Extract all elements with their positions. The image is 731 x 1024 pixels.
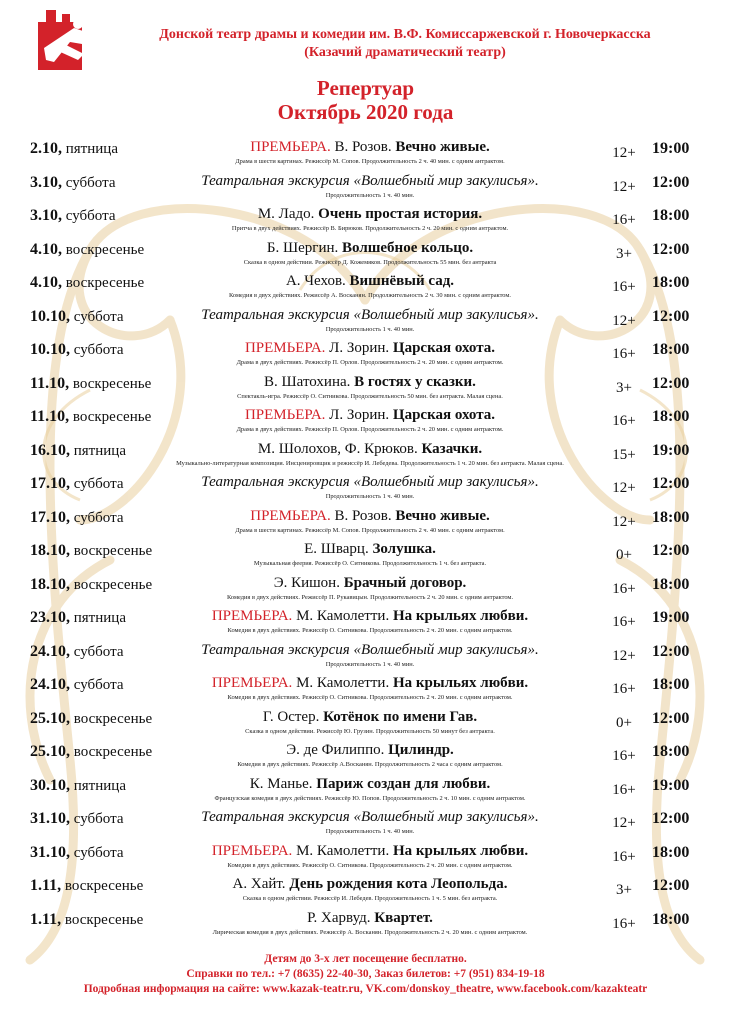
show-time: 12:00	[652, 240, 690, 258]
schedule-row	[0, 842, 731, 876]
show-title-text	[258, 206, 482, 223]
excursion-title: Театральная экскурсия «Волшебный мир закулисья».	[201, 809, 539, 825]
schedule-row	[0, 540, 731, 574]
premiere-label: ПРЕМЬЕРА.	[250, 507, 331, 524]
show-details-text: Спектакль-игра. Режиссёр О. Ситникова. Продолжительность 50 мин. без антракта. Малая сцена.	[237, 392, 503, 400]
schedule-row	[0, 875, 731, 909]
page-title: Репертуар	[316, 76, 415, 100]
schedule-row	[0, 172, 731, 206]
show-date	[30, 777, 126, 795]
play-author: Р. Харвуд.	[307, 909, 371, 926]
play-author: М. Ладо.	[257, 206, 315, 222]
weekday: суббота	[73, 811, 124, 827]
show-title-text	[201, 809, 538, 826]
play-author: В. Розов.	[334, 139, 392, 155]
premiere-label: ПРЕМЬЕРА.	[244, 340, 326, 356]
show-date	[30, 341, 123, 359]
show-time: 18:00	[652, 274, 690, 291]
show-time: 18:00	[652, 408, 690, 425]
show-details-text: Драма в шести картинах. Режиссёр М. Сопов. Продолжительность 2 ч. 40 мин. с одним антрактом.	[235, 526, 505, 534]
show-title-text	[212, 843, 528, 860]
weekday: суббота	[73, 342, 124, 358]
show-details-text: Музыкальная феерия. Режиссёр О. Ситникова. Продолжительность 1 ч. без антракта.	[253, 560, 487, 567]
premiere-label: ПРЕМЬЕРА.	[211, 675, 293, 691]
play-title: Париж создан для любви.	[316, 775, 491, 792]
show-date	[30, 140, 118, 158]
show-title-text	[245, 407, 495, 424]
show-details-text: Музыкально-литературная композиция. Инсценировщик и режиссёр И. Лебедева. Продолжительность 1 ч. 20 мин. без антракта. Малая сцена.	[176, 459, 564, 467]
weekday: пятница	[73, 442, 126, 459]
play-title: В гостях у сказки.	[354, 373, 476, 390]
show-date	[30, 576, 152, 594]
show-details-text: Комедия в двух действиях. Режиссёр П. Рукавицын. Продолжительность 2 ч. 20 мин. с одним антрактом.	[226, 593, 514, 601]
age-rating: 0+	[616, 547, 632, 563]
show-details-text: Комедия в двух действиях. Режиссёр О. Ситникова. Продолжительность 2 ч. 20 мин. с одним антрактом.	[227, 627, 513, 634]
show-date	[30, 911, 143, 929]
play-title: Брачный договор.	[343, 574, 467, 591]
play-author: М. Камолетти.	[296, 842, 390, 859]
weekday: суббота	[73, 308, 124, 325]
show-time: 18:00	[652, 207, 690, 224]
show-details-text: Комедия в двух действиях. Режиссёр А.Восканян. Продолжительность 2 часа с одним антрактом.	[237, 761, 503, 768]
schedule-row	[0, 306, 731, 340]
show-time: 18:00	[652, 341, 690, 358]
show-title-text	[286, 742, 454, 759]
date-value: 24.10,	[30, 676, 70, 693]
footer-phones: Справки по тел.: +7 (8635) 22-40-30, Заказ билетов: +7 (951) 834-19-18	[186, 968, 545, 980]
footer-links: Подробная информация на сайте: www.kazak-teatr.ru, VK.com/donskoy_theatre, www.facebook.com/kazakteatr	[83, 983, 648, 995]
age-rating: 16+	[612, 748, 636, 764]
play-author: А. Чехов.	[285, 273, 346, 289]
weekday: суббота	[65, 208, 116, 224]
show-time: 18:00	[652, 743, 690, 760]
show-date	[30, 877, 143, 895]
excursion-title: Театральная экскурсия «Волшебный мир закулисья».	[201, 172, 539, 189]
play-author: Б. Шергин.	[266, 239, 339, 256]
schedule-row	[0, 373, 731, 407]
date-value: 1.11,	[30, 877, 62, 894]
play-title: Вечно живые.	[395, 507, 490, 524]
show-title-text	[250, 139, 490, 156]
date-value: 18.10,	[30, 542, 70, 559]
show-time: 12:00	[652, 173, 690, 191]
weekday: пятница	[73, 610, 126, 626]
schedule-row	[0, 239, 731, 273]
show-title-text	[307, 910, 433, 927]
show-title-text	[263, 709, 477, 726]
weekday: пятница	[65, 141, 118, 157]
age-rating: 12+	[612, 480, 636, 496]
show-date	[30, 810, 123, 828]
show-time: 12:00	[652, 709, 690, 727]
schedule-row	[0, 272, 731, 306]
weekday: суббота	[73, 844, 124, 861]
date-value: 25.10,	[30, 709, 70, 727]
show-time: 12:00	[652, 810, 690, 827]
schedule-row	[0, 708, 731, 742]
footer-free-entry: Детям до 3-х лет посещение бесплатно.	[264, 953, 467, 965]
show-date	[30, 676, 123, 694]
play-author: Э. Кишон.	[273, 574, 340, 591]
date-value: 3.10,	[30, 207, 62, 224]
weekday: воскресенье	[64, 878, 144, 894]
play-title: Царская охота.	[392, 340, 496, 356]
age-rating: 12+	[612, 647, 636, 664]
age-rating: 16+	[612, 915, 636, 932]
weekday: суббота	[73, 476, 124, 492]
play-title: На крыльях любви.	[392, 608, 529, 624]
show-details-text: Сказка в одном действии. Режиссёр Ю. Грузин. Продолжительность 50 минут без антракта.	[245, 727, 495, 735]
schedule-list	[0, 138, 731, 942]
show-details-text: Драма в шести картинах. Режиссёр М. Сопов. Продолжительность 2 ч. 40 мин. с одним антрактом.	[235, 158, 505, 165]
show-time: 12:00	[652, 877, 690, 894]
age-rating: 12+	[612, 178, 636, 195]
weekday: воскресенье	[73, 744, 153, 760]
show-time: 19:00	[652, 140, 690, 157]
weekday: воскресенье	[65, 241, 145, 258]
age-rating: 15+	[612, 446, 636, 463]
date-value: 18.10,	[30, 575, 70, 593]
play-title: Вечно живые.	[395, 139, 490, 155]
show-date	[30, 207, 115, 225]
show-title-text	[212, 608, 528, 625]
show-time: 19:00	[652, 776, 690, 794]
show-details-text: Драма в двух действиях. Режиссёр П. Орлов. Продолжительность 2 ч. 20 мин. с одним антрактом.	[236, 426, 504, 433]
show-date	[30, 475, 123, 493]
show-date	[30, 442, 126, 460]
show-time: 12:00	[652, 642, 690, 660]
age-rating: 16+	[612, 212, 636, 228]
show-details-text: Продолжительность 1 ч. 40 мин.	[325, 493, 415, 500]
play-title: Волшебное кольцо.	[342, 239, 474, 256]
play-author: М. Камолетти.	[296, 675, 390, 691]
date-value: 17.10,	[30, 508, 70, 526]
age-rating: 16+	[612, 413, 636, 429]
play-author: Л. Зорин.	[329, 407, 390, 423]
weekday: воскресенье	[72, 409, 152, 425]
show-date	[30, 241, 144, 259]
weekday: пятница	[73, 777, 126, 794]
show-title-text	[267, 240, 473, 257]
play-title: Котёнок по имени Гав.	[323, 708, 478, 725]
date-value: 30.10,	[30, 776, 70, 794]
schedule-row	[0, 406, 731, 440]
age-rating: 3+	[616, 882, 632, 898]
show-title-text	[233, 876, 508, 893]
play-title: На крыльях любви.	[392, 842, 529, 859]
age-rating: 16+	[612, 614, 636, 630]
show-date	[30, 743, 152, 761]
show-date	[30, 375, 151, 393]
show-title-text	[201, 173, 538, 190]
play-author: М. Камолетти.	[296, 608, 390, 624]
show-date	[30, 274, 144, 292]
excursion-title: Театральная экскурсия «Волшебный мир закулисья».	[201, 306, 539, 323]
weekday: суббота	[65, 174, 116, 191]
date-value: 17.10,	[30, 475, 70, 492]
show-details-text: Продолжительность 1 ч. 40 мин.	[325, 828, 415, 835]
play-author: А. Хайт.	[232, 876, 286, 892]
weekday: воскресенье	[73, 576, 153, 593]
age-rating: 16+	[612, 346, 636, 362]
schedule-row	[0, 440, 731, 474]
date-value: 25.10,	[30, 743, 70, 760]
show-title-text	[245, 340, 495, 357]
schedule-row	[0, 574, 731, 608]
show-time: 18:00	[652, 676, 690, 693]
date-value: 31.10,	[30, 843, 70, 861]
show-time: 19:00	[652, 609, 690, 626]
show-details-text: Сказка в одном действии. Режиссёр Д. Кожемяков. Продолжительность 55 мин. без антракта	[243, 258, 497, 266]
date-value: 23.10,	[30, 609, 70, 626]
weekday: суббота	[73, 677, 124, 693]
age-rating: 0+	[616, 714, 632, 731]
theatre-logo-icon	[34, 8, 102, 76]
schedule-row	[0, 607, 731, 641]
play-title: Цилиндр.	[388, 742, 454, 758]
date-value: 31.10,	[30, 810, 70, 827]
premiere-label: ПРЕМЬЕРА.	[211, 608, 293, 624]
play-title: Золушка.	[372, 541, 436, 557]
show-date	[30, 643, 123, 661]
show-title-text	[258, 441, 482, 458]
show-details-text: Драма в двух действиях. Режиссёр П. Орлов. Продолжительность 2 ч. 20 мин. с одним антрактом.	[236, 359, 504, 366]
weekday: воскресенье	[73, 710, 153, 727]
play-title: Царская охота.	[392, 407, 496, 423]
age-rating: 16+	[612, 279, 636, 295]
schedule-row	[0, 507, 731, 541]
schedule-row	[0, 808, 731, 842]
date-value: 10.10,	[30, 341, 70, 358]
page-footer	[0, 952, 731, 997]
page-header	[0, 0, 731, 130]
show-details-text: Лирическая комедия в двух действиях. Режиссёр А. Восканян. Продолжительность 2 ч. 20 мин. с одним антрактом.	[212, 928, 528, 936]
show-title-text	[250, 508, 490, 525]
show-date	[30, 710, 152, 728]
page-month: Октябрь 2020 года	[277, 100, 454, 124]
show-date	[30, 408, 151, 426]
weekday: воскресенье	[73, 543, 153, 559]
play-author: Л. Зорин.	[329, 340, 390, 356]
age-rating: 12+	[612, 145, 636, 161]
schedule-row	[0, 205, 731, 239]
show-title-text	[274, 575, 467, 592]
play-title: На крыльях любви.	[392, 675, 529, 691]
play-author: Е. Шварц.	[304, 541, 369, 557]
show-details-text: Сказка в одном действии. Режиссёр И. Лебедев. Продолжительность 1 ч. 5 мин. без антракта.	[242, 895, 498, 902]
age-rating: 3+	[616, 245, 632, 262]
show-date	[30, 542, 152, 560]
show-details-text: Продолжительность 1 ч. 40 мин.	[325, 191, 415, 199]
show-time: 12:00	[652, 542, 690, 559]
date-value: 2.10,	[30, 140, 62, 157]
show-time: 18:00	[652, 910, 690, 928]
show-title-text	[201, 642, 538, 659]
schedule-row	[0, 674, 731, 708]
weekday: воскресенье	[65, 275, 145, 291]
show-details-text: Продолжительность 1 ч. 40 мин.	[325, 325, 415, 333]
date-value: 11.10,	[30, 408, 70, 425]
play-author: М. Шолохов, Ф. Крюков.	[257, 440, 418, 457]
age-rating: 12+	[612, 513, 636, 530]
schedule-row	[0, 775, 731, 809]
excursion-title: Театральная экскурсия «Волшебный мир закулисья».	[201, 474, 539, 490]
show-details-text: Притча в двух действиях. Режиссёр В. Бирюков. Продолжительность 2 ч. 20 мин. с одним антрактом.	[231, 225, 509, 232]
show-details-text: Продолжительность 1 ч. 40 мин.	[325, 660, 415, 668]
show-time: 18:00	[652, 575, 690, 593]
play-author: Г. Остер.	[262, 708, 320, 725]
show-date	[30, 844, 123, 862]
show-details-text: Комедия в двух действиях. Режиссёр А. Восканян. Продолжительность 2 ч. 30 мин. с одним антрактом.	[228, 292, 512, 299]
show-date	[30, 509, 123, 527]
show-title-text	[286, 273, 454, 290]
play-title: День рождения кота Леопольда.	[289, 876, 508, 892]
schedule-row	[0, 641, 731, 675]
play-title: Квартет.	[374, 909, 433, 926]
schedule-row	[0, 741, 731, 775]
show-time: 19:00	[652, 441, 690, 459]
show-date	[30, 174, 115, 192]
show-title-text	[304, 541, 436, 558]
show-time: 18:00	[652, 843, 690, 861]
schedule-row	[0, 473, 731, 507]
show-title-text	[212, 675, 528, 692]
date-value: 4.10,	[30, 274, 62, 291]
age-rating: 16+	[612, 580, 636, 597]
schedule-row	[0, 339, 731, 373]
show-date	[30, 609, 126, 627]
date-value: 10.10,	[30, 307, 70, 325]
schedule-row	[0, 909, 731, 943]
date-value: 24.10,	[30, 642, 70, 660]
date-value: 1.11,	[30, 910, 62, 928]
age-rating: 16+	[612, 848, 636, 865]
show-time: 18:00	[652, 508, 690, 526]
play-title: Очень простая история.	[318, 206, 483, 222]
weekday: воскресенье	[72, 375, 152, 392]
play-author: В. Шатохина.	[264, 373, 351, 390]
excursion-title: Театральная экскурсия «Волшебный мир закулисья».	[201, 641, 539, 658]
age-rating: 12+	[612, 312, 636, 329]
age-rating: 3+	[616, 379, 632, 396]
show-details-text: Французская комедия в двух действиях. Режиссёр Ю. Попов. Продолжительность 2 ч. 10 мин. с одним антрактом.	[214, 794, 526, 802]
age-rating: 12+	[612, 815, 636, 831]
show-title-text	[264, 374, 476, 391]
play-title: Казачки.	[421, 440, 483, 457]
show-details-text: Комедия в двух действиях. Режиссёр О. Ситникова. Продолжительность 2 ч. 20 мин. с одним антрактом.	[227, 861, 513, 869]
weekday: суббота	[73, 509, 124, 526]
schedule-row	[0, 138, 731, 172]
weekday: воскресенье	[64, 911, 144, 928]
show-title-text	[201, 474, 538, 491]
show-time: 12:00	[652, 475, 690, 492]
show-time: 12:00	[652, 374, 690, 392]
date-value: 4.10,	[30, 240, 62, 258]
play-author: В. Розов.	[334, 507, 392, 524]
show-title-text	[201, 307, 538, 324]
date-value: 3.10,	[30, 173, 62, 191]
age-rating: 16+	[612, 781, 636, 798]
age-rating: 16+	[612, 681, 636, 697]
show-title-text	[250, 776, 490, 793]
theatre-name: Донской театр драмы и комедии им. В.Ф. Комиссаржевской г. Новочеркасска	[159, 27, 651, 42]
play-title: Вишнёвый сад.	[349, 273, 455, 289]
date-value: 16.10,	[30, 441, 70, 459]
premiere-label: ПРЕМЬЕРА.	[211, 842, 293, 859]
show-time: 12:00	[652, 307, 690, 325]
show-date	[30, 308, 123, 326]
theatre-subtitle: (Казачий драматический театр)	[304, 45, 506, 60]
date-value: 11.10,	[30, 374, 70, 392]
premiere-label: ПРЕМЬЕРА.	[250, 139, 331, 155]
play-author: Э. де Филиппо.	[286, 742, 385, 758]
show-details-text: Комедия в двух действиях. Режиссёр О. Ситникова. Продолжительность 2 ч. 20 мин. с одним антрактом.	[227, 694, 513, 701]
premiere-label: ПРЕМЬЕРА.	[244, 407, 326, 423]
play-author: К. Манье.	[249, 775, 313, 792]
weekday: суббота	[73, 643, 124, 660]
